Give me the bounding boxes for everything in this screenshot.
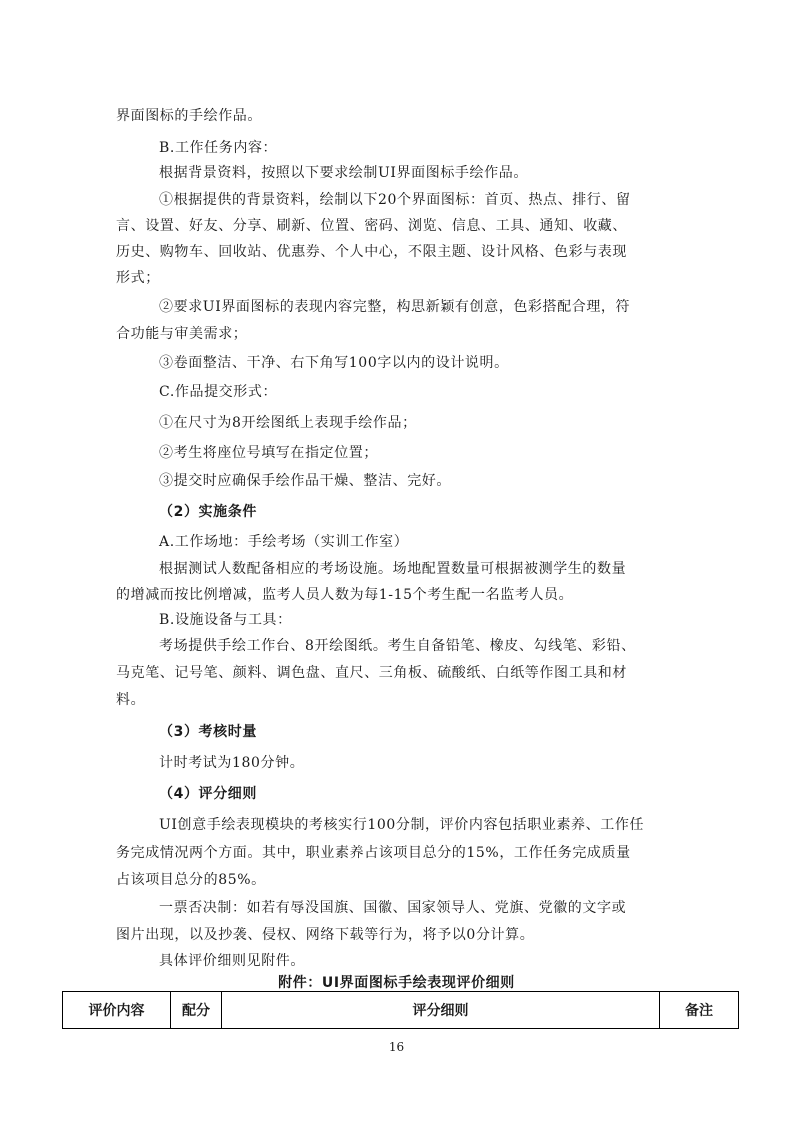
paragraph-line: 历史、购物车、回收站、优惠券、个人中心，不限主题、设计风格、色彩与表现: [116, 244, 627, 260]
section-label-c: C.作品提交形式：: [159, 384, 278, 400]
section-label-b: B.设施设备与工具：: [159, 612, 292, 628]
paragraph-line: 图片出现，以及抄袭、侵权、网络下载等行为，将予以0分计算。: [116, 927, 535, 943]
table-header-row: [63, 992, 739, 1029]
paragraph-line: 马克笔、记号笔、颜料、调色盘、直尺、三角板、硫酸纸、白纸等作图工具和材: [116, 665, 627, 681]
paragraph-line: 占该项目总分的85%。: [116, 872, 266, 888]
paragraph-line: UI创意手绘表现模块的考核实行100分制，评价内容包括职业素养、工作任: [159, 817, 645, 833]
paragraph-line: 具体评价细则见附件。: [159, 953, 305, 969]
paragraph-line: 考场提供手绘工作台、8开绘图纸。考生自备铅笔、橡皮、勾线笔、彩铅、: [159, 638, 636, 654]
table-header-cell: 配分: [171, 992, 222, 1029]
section-label-a: A.工作场地：手绘考场（实训工作室）: [159, 534, 409, 550]
paragraph-line: 形式；: [116, 270, 160, 286]
table-header-cell: 评价内容: [63, 992, 171, 1029]
section-heading: （4）评分细则: [159, 786, 257, 802]
appendix-title: 附件：UI界面图标手绘表现评价细则: [278, 975, 515, 991]
table-header-cell: 备注: [660, 992, 739, 1029]
submission-item-3: ③提交时应确保手绘作品干燥、整洁、完好。: [159, 473, 451, 489]
paragraph-line: 料。: [116, 692, 146, 708]
section-heading: （3）考核时量: [159, 724, 257, 740]
table-header-cell: 评分细则: [222, 992, 660, 1029]
section-label-b: B.工作任务内容：: [159, 140, 278, 156]
submission-item-1: ①在尺寸为8开绘图纸上表现手绘作品；: [159, 415, 417, 431]
paragraph-line: 根据背景资料，按照以下要求绘制UI界面图标手绘作品。: [159, 165, 528, 181]
requirement-item-2: ②要求UI界面图标的表现内容完整，构思新颖有创意，色彩搭配合理，符: [159, 299, 631, 315]
requirement-item-3: ③卷面整洁、干净、右下角写100字以内的设计说明。: [159, 355, 509, 371]
requirement-item-1: ①根据提供的背景资料，绘制以下20个界面图标：首页、热点、排行、留: [159, 192, 631, 208]
submission-item-2: ②考生将座位号填写在指定位置；: [159, 445, 378, 461]
paragraph-line: 界面图标的手绘作品。: [116, 108, 262, 124]
paragraph-line: 合功能与审美需求；: [116, 326, 248, 342]
paragraph-line: 务完成情况两个方面。其中，职业素养占该项目总分的15%，工作任务完成质量: [116, 845, 631, 861]
paragraph-line: 一票否决制：如若有辱没国旗、国徽、国家领导人、党旗、党徽的文字或: [159, 900, 627, 916]
page-number: 16: [388, 1040, 405, 1054]
rubric-table: [62, 991, 739, 1029]
section-heading: （2）实施条件: [159, 504, 257, 520]
paragraph-line: 的增减而按比例增减，监考人员人数为每1-15个考生配一名监考人员。: [116, 587, 574, 603]
paragraph-line: 言、设置、好友、分享、刷新、位置、密码、浏览、信息、工具、通知、收藏、: [116, 218, 627, 234]
paragraph-line: 根据测试人数配备相应的考场设施。场地配置数量可根据被测学生的数量: [159, 561, 627, 577]
paragraph-line: 计时考试为180分钟。: [159, 755, 305, 771]
